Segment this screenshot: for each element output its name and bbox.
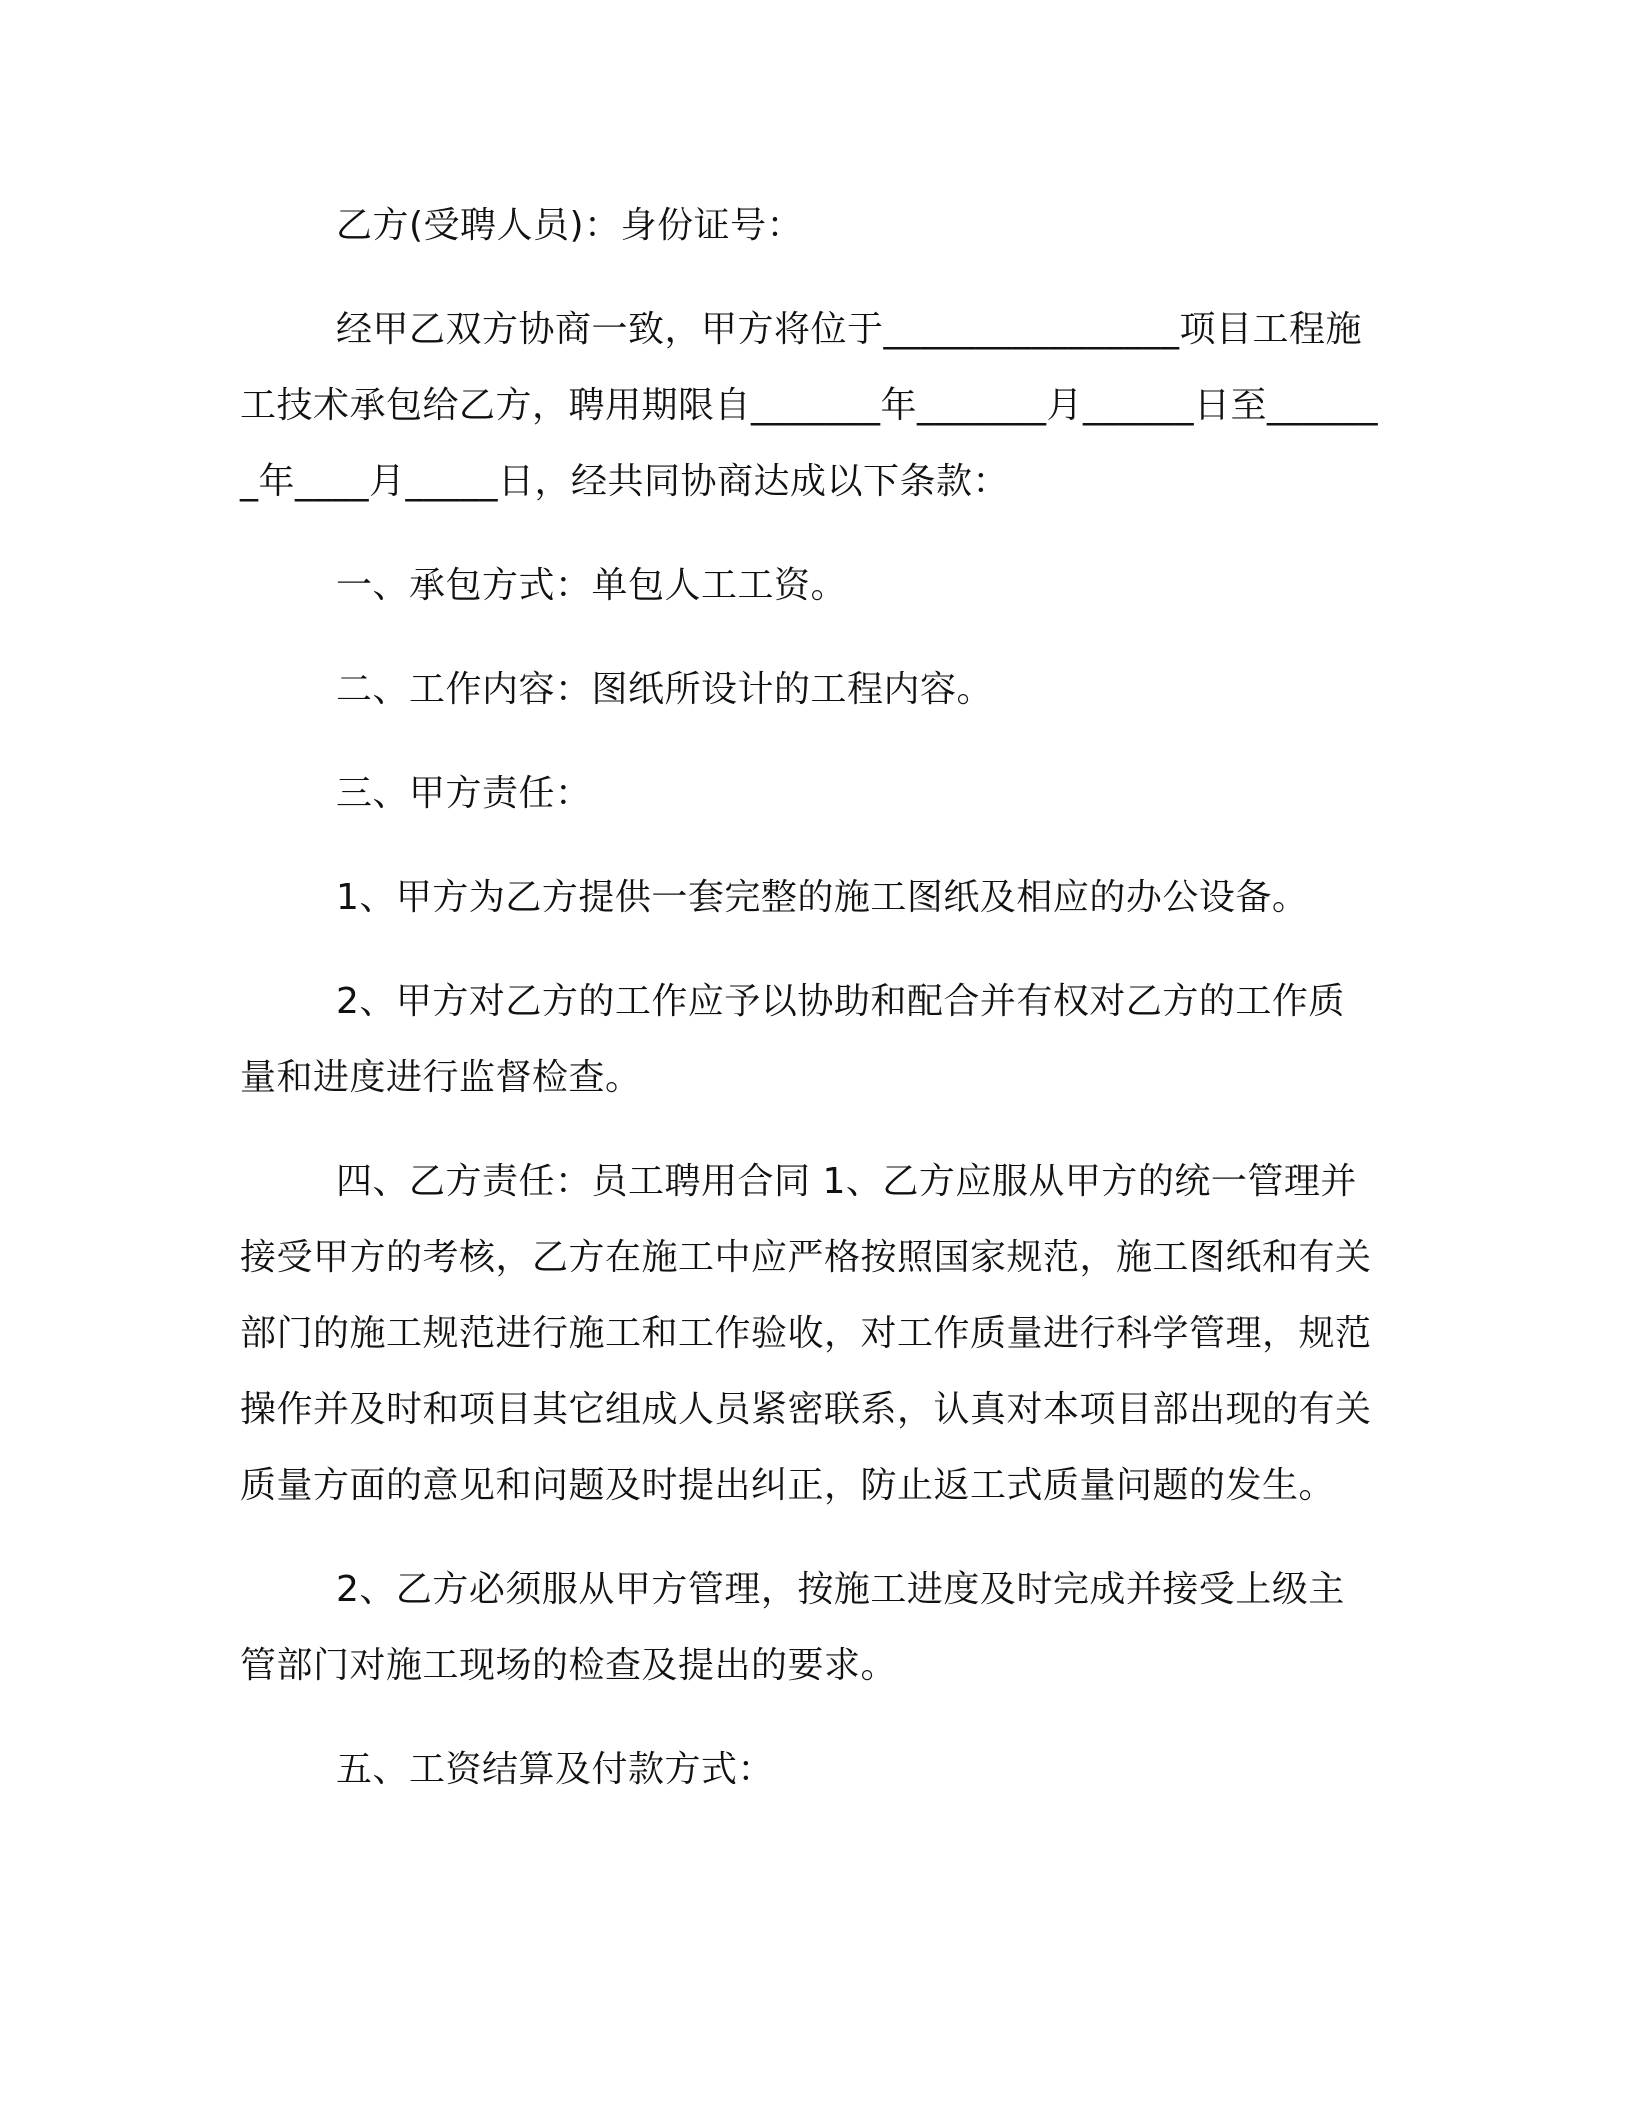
clause-3-heading: 三、甲方责任： — [336, 773, 592, 814]
party-b-id-line: 乙方(受聘人员)：身份证号： — [336, 205, 804, 246]
clause-4-item-1: 四、乙方责任：员工聘用合同 1、乙方应服从甲方的统一管理并接受甲方的考核，乙方在施工中应严格按照国家规范，施工图纸和有关部门的施工规范进行施工和工作验收，对工作质量进行科学管理，规范操作并及时和项目其它组成人员紧密联系，认真对本项目部出现的有关质量方面的意见和问题及时提出纠正，防止返工式质量问题的发生。 — [240, 1161, 1372, 1506]
document-body — [240, 188, 1380, 1836]
clause-4-item-2: 2、乙方必须服从甲方管理，按施工进度及时完成并接受上级主管部门对施工现场的检查及提出的要求。 — [240, 1569, 1345, 1686]
clause-3-item-1: 1、甲方为乙方提供一套完整的施工图纸及相应的办公设备。 — [336, 877, 1309, 918]
clause-2-work-content: 二、工作内容：图纸所设计的工程内容。 — [336, 669, 994, 710]
clause-1-contract-method: 一、承包方式：单包人工工资。 — [336, 565, 848, 606]
clause-3-item-2: 2、甲方对乙方的工作应予以协助和配合并有权对乙方的工作质量和进度进行监督检查。 — [240, 981, 1345, 1098]
clause-5-heading: 五、工资结算及付款方式： — [336, 1749, 775, 1790]
agreement-intro-paragraph: 经甲乙双方协商一致，甲方将位于________________项目工程施工技术承包给乙方，聘用期限自_______年_______月______日至_______年____月_____日，经共同协商达成以下条款： — [240, 309, 1379, 502]
